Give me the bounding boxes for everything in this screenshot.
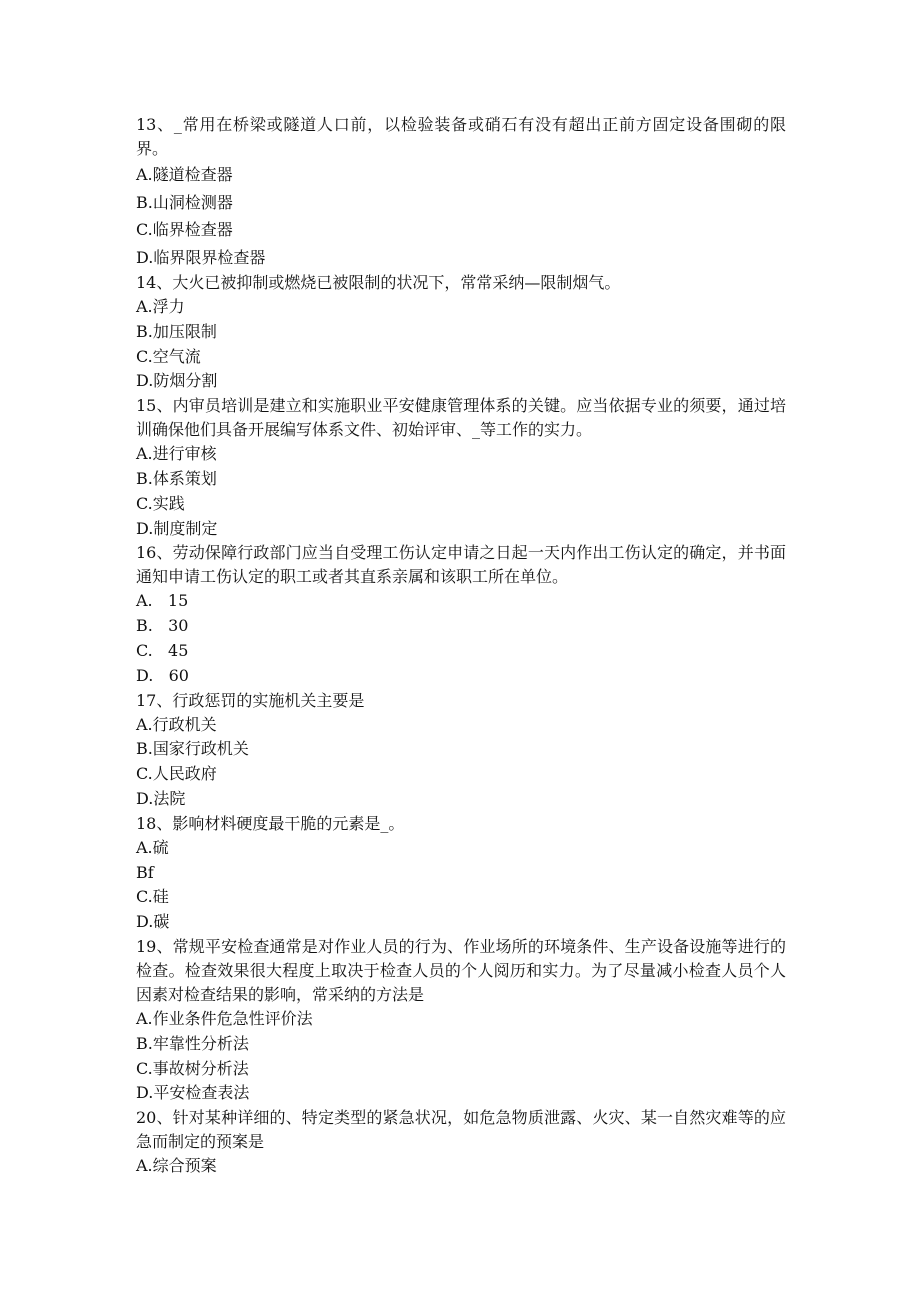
question-stem: 20、针对某种详细的、特定类型的紧急状况，如危急物质泄露、火灾、某一自然灾难等的应急而制定的预案是: [136, 1108, 786, 1152]
option-a: A.进行审核: [136, 444, 217, 464]
question-16: [136, 541, 786, 688]
question-stem: 14、大火已被抑制或燃烧已被限制的状况下，常常采纳—限制烟气。: [136, 273, 621, 292]
option-b: B.牢靠性分析法: [136, 1033, 249, 1053]
question-19: [136, 935, 786, 1106]
option-b: B.体系策划: [136, 468, 217, 488]
option-c: C.空气流: [136, 346, 201, 366]
option-a: A.综合预案: [136, 1156, 217, 1176]
option-a: A.行政机关: [136, 714, 217, 734]
question-stem: 15、内审员培训是建立和实施职业平安健康管理体系的关键。应当依据专业的须要，通过培训确保他们具备开展编写体系文件、初始评审、_等工作的实力。: [136, 396, 786, 440]
option-d: D.碳: [136, 912, 170, 932]
document-page: [136, 113, 786, 1179]
option-c: C.硅: [136, 887, 169, 907]
option-a: A.硫: [136, 837, 169, 857]
option-c: C. 45: [136, 640, 189, 660]
question-14: [136, 271, 786, 394]
option-b: B.山洞检测器: [136, 192, 233, 212]
option-b: B. 30: [136, 616, 189, 636]
question-15: [136, 394, 786, 541]
option-b: B.国家行政机关: [136, 739, 249, 759]
option-d: D.法院: [136, 788, 186, 808]
option-d: D.防烟分割: [136, 371, 218, 391]
option-a: A.作业条件危急性评价法: [136, 1008, 313, 1028]
option-c: C.人民政府: [136, 764, 217, 784]
question-stem: 17、行政惩罚的实施机关主要是: [136, 690, 365, 710]
question-stem: 18、影响材料硬度最干脆的元素是_。: [136, 813, 405, 833]
option-d: D.制度制定: [136, 518, 218, 538]
option-a: A. 15: [136, 591, 189, 611]
question-20: [136, 1106, 786, 1179]
option-a: A.隧道检查器: [136, 165, 233, 184]
question-17: [136, 689, 786, 812]
option-d: D. 60: [136, 665, 189, 685]
option-d: D.临界限界检查器: [136, 247, 266, 267]
question-stem: 19、常规平安检查通常是对作业人员的行为、作业场所的环境条件、生产设备设施等进行的检查。检查效果很大程度上取决于检查人员的个人阅历和实力。为了尽量减小检查人员个人因素对检查结果的影响，常采纳的方法是: [136, 936, 786, 1004]
question-13: [136, 113, 786, 271]
option-d: D.平安检查表法: [136, 1083, 250, 1103]
question-stem: 13、_常用在桥梁或隧道人口前，以检验装备或硝石有没有超出正前方固定设备围砌的限界。: [136, 115, 786, 158]
option-b: B.加压限制: [136, 321, 217, 341]
option-c: C.事故树分析法: [136, 1058, 249, 1078]
option-c: C.临界检查器: [136, 220, 233, 239]
option-a: A.浮力: [136, 297, 185, 316]
question-18: [136, 812, 786, 935]
option-b: Bf: [136, 862, 154, 882]
option-c: C.实践: [136, 493, 185, 513]
question-stem: 16、劳动保障行政部门应当自受理工伤认定申请之日起一天内作出工伤认定的确定，并书面通知申请工伤认定的职工或者其直系亲属和该职工所在单位。: [136, 543, 786, 587]
